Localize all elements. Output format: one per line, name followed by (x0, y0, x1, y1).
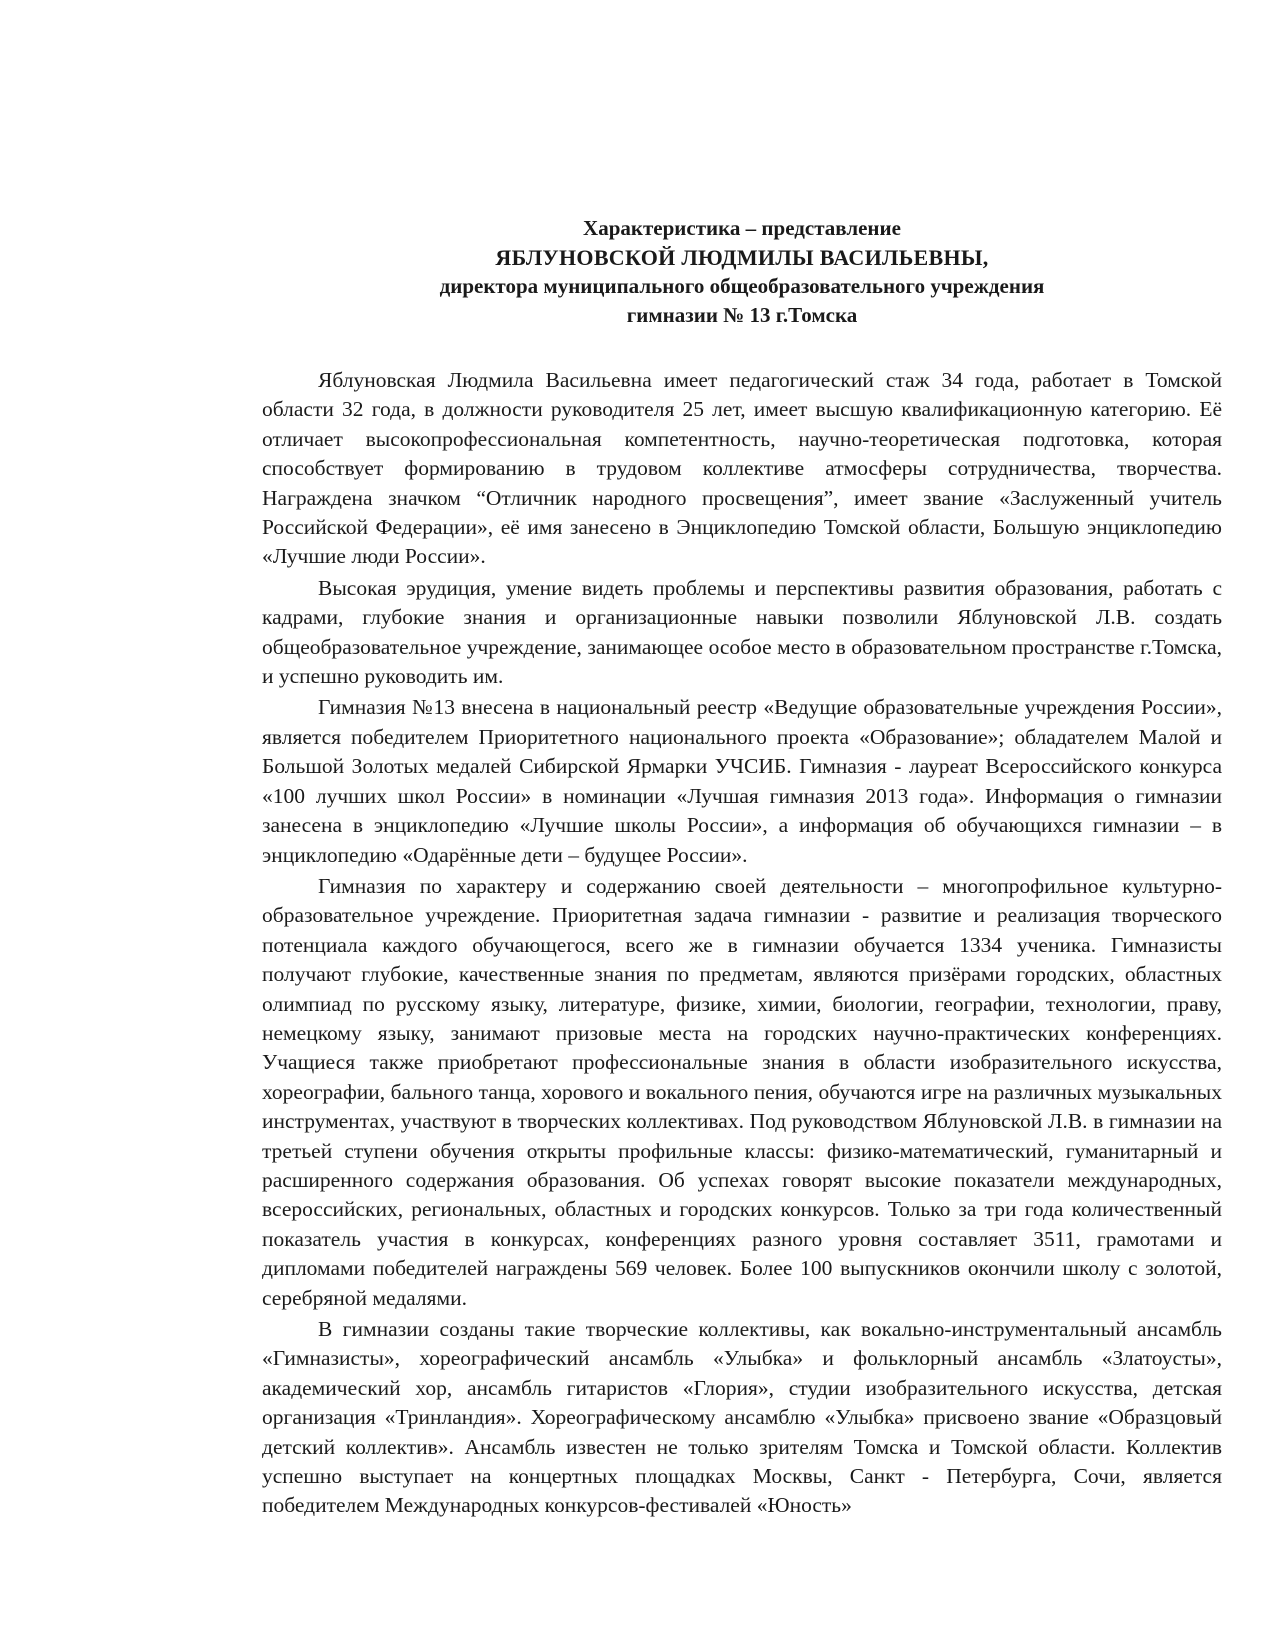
paragraph-gymnasium-activity: Гимназия по характеру и содержанию своей деятельности – многопрофильное культурно-образовательное учреждение. Приоритетная задача гимназии - развитие и реализация творческого потенциала каждого обучающегося, всего же в гимназии обучается 1334 ученика. Гимназисты получают глубокие, качественные знания по предметам, являются призёрами городских, областных олимпиад по русскому языку, литературе, физике, химии, биологии, географии, технологии, праву, немецкому языку, занимают призовые места на городских научно-практических конференциях. Учащиеся также приобретают профессиональные знания в области изобразительного искусства, хореографии, бального танца, хорового и вокального пения, обучаются игре на различных музыкальных инструментах, участвуют в творческих коллективах. Под руководством Яблуновской Л.В. в гимназии на третьей ступени обучения открыты профильные классы: физико-математический, гуманитарный и расширенного содержания образования. Об успехах говорят высокие показатели международных, всероссийских, региональных, областных и городских конкурсов. Только за три года количественный показатель участия в конкурсах, конференциях разного уровня составляет 3511, грамотами и дипломами победителей награждены 569 человек. Более 100 выпускников окончили школу с золотой, серебряной медалями. (262, 873, 1222, 1310)
document-heading (262, 214, 1222, 330)
paragraph-creative-collectives: В гимназии созданы такие творческие коллективы, как вокально-инструментальный ансамбль «Гимназисты», хореографический ансамбль «Улыбка» и фольклорный ансамбль «Златоусты», академический хор, ансамбль гитаристов «Глория», студии изобразительного искусства, детская организация «Тринландия». Хореографическому ансамблю «Улыбка» присвоено звание «Образцовый детский коллектив». Ансамбль известен не только зрителям Томска и Томской области. Коллектив успешно выступает на концертных площадках Москвы, Санкт - Петербурга, Сочи, является победителем Международных конкурсов-фестивалей «Юность» (262, 1317, 1222, 1518)
heading-person-name: ЯБЛУНОВСКОЙ ЛЮДМИЛЫ ВАСИЛЬЕВНЫ, (495, 245, 989, 270)
heading-institution: гимназии № 13 г.Томска (626, 303, 858, 327)
paragraph-experience: Яблуновская Людмила Васильевна имеет педагогический стаж 34 года, работает в Томской области 32 года, в должности руководителя 25 лет, имеет высшую квалификационную категорию. Её отличает высокопрофессиональная компетентность, научно-теоретическая подготовка, которая способствует формированию в трудовом коллективе атмосферы сотрудничества, творчества. Награждена значком “Отличник народного просвещения”, имеет звание «Заслуженный учитель Российской Федерации», её имя занесено в Энциклопедию Томской области, Большую энциклопедию «Лучшие люди России». (262, 368, 1222, 569)
heading-title: Характеристика – представление (583, 216, 901, 240)
paragraph-gymnasium-achievements: Гимназия №13 внесена в национальный реестр «Ведущие образовательные учреждения России», является победителем Приоритетного национального проекта «Образование»; обладателем Малой и Большой Золотых медалей Сибирской Ярмарки УЧСИБ. Гимназия - лауреат Всероссийского конкурса «100 лучших школ России» в номинации «Лучшая гимназия 2013 года». Информация о гимназии занесена в энциклопедию «Лучшие школы России», а информация об обучающихся гимназии – в энциклопедию «Одарённые дети – будущее России». (262, 695, 1222, 867)
document-body (262, 366, 1222, 1521)
heading-position: директора муниципального общеобразовательного учреждения (439, 274, 1045, 298)
paragraph-erudition: Высокая эрудиция, умение видеть проблемы и перспективы развития образования, работать с кадрами, глубокие знания и организационные навыки позволили Яблуновской Л.В. создать общеобразовательное учреждение, занимающее особое место в образовательном пространстве г.Томска, и успешно руководить им. (262, 575, 1222, 689)
